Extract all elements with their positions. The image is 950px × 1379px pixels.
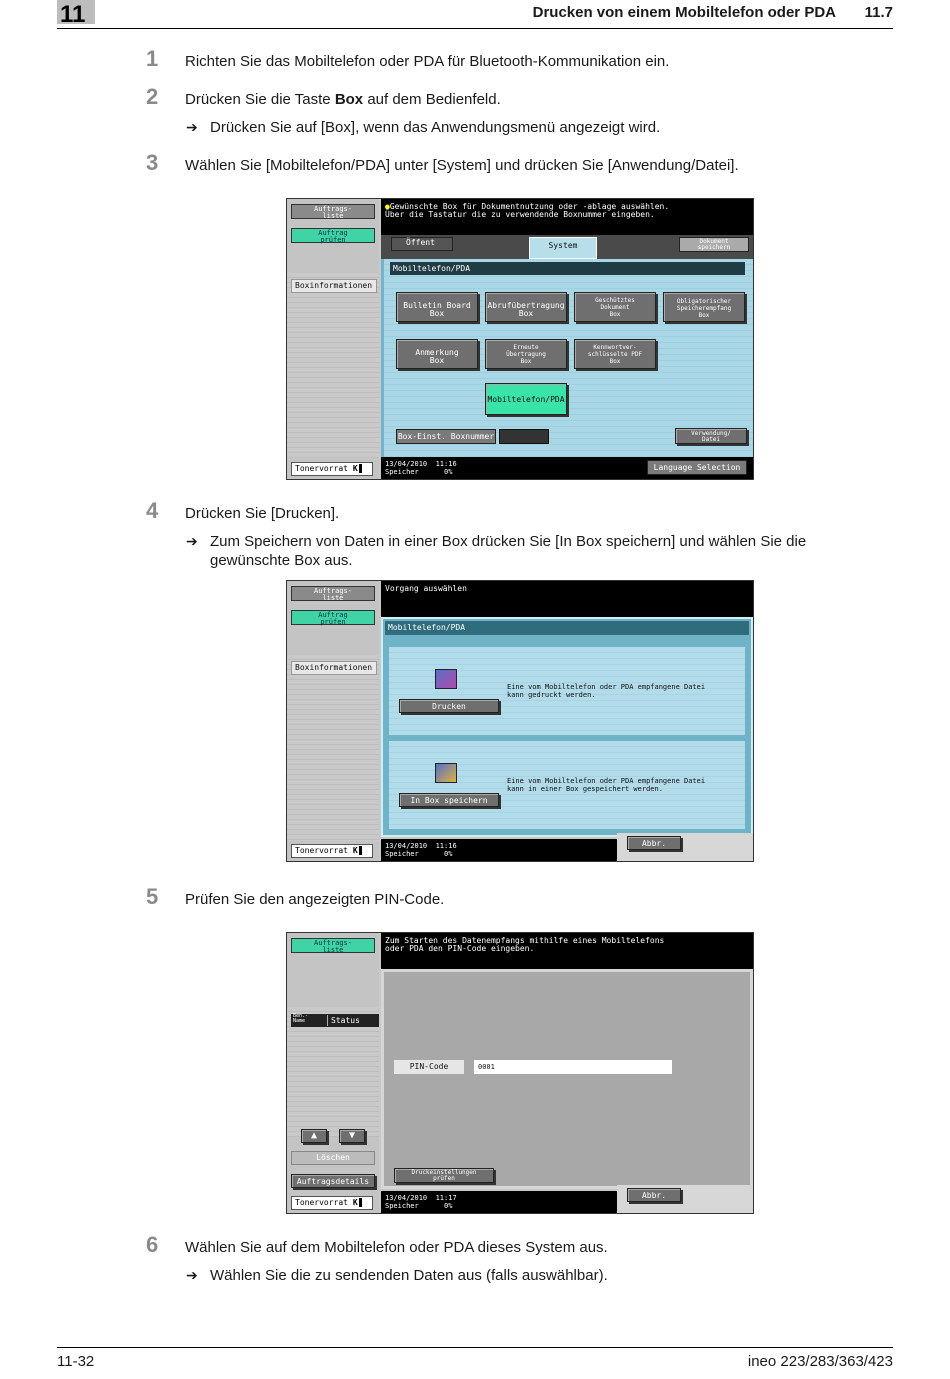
memory-percent: 0% [444,850,453,858]
box-info-tab[interactable]: Boxinformationen [291,661,377,675]
message-bar: Vorgang auswählen [381,581,753,617]
box-annotation[interactable]: Anmerkung Box [396,339,478,369]
sidebar [287,199,379,479]
operation-panel [381,617,753,837]
box-secure-document[interactable]: Geschütztes Dokument Box [574,292,656,322]
save-document-button[interactable]: Dokument speichern [679,237,749,252]
pin-code-label: PIN-Code [394,1060,464,1074]
box-settings-button[interactable]: Box-Einst. Boxnummer [396,429,496,444]
toner-status: Tonervorrat K [291,1196,373,1210]
chapter-number: 11 [60,1,86,28]
save-in-box-button[interactable]: In Box speichern [399,793,499,807]
delete-button[interactable]: Löschen [291,1151,375,1165]
cancel-button[interactable]: Abbr. [627,1188,681,1202]
header-rule [57,28,893,29]
step-4-text: Drücken Sie [Drucken]. [185,505,340,522]
scroll-up-button[interactable]: ▲ [301,1129,327,1143]
box-info-tab[interactable]: Boxinformationen [291,279,377,293]
toner-status: Tonervorrat K [291,844,373,858]
box-key-label: Box [334,91,364,108]
pin-panel [381,969,753,1189]
toner-icon: K [352,1198,358,1207]
cancel-area [617,833,753,861]
tab-system[interactable]: System [529,237,597,259]
step-5-number: 5 [146,884,159,909]
toner-icon: K [352,464,358,473]
box-memory-rx[interactable]: Obligatorischer Speicherempfang Box [663,292,745,322]
box-polling-tx[interactable]: Abrufübertragung Box [485,292,567,322]
time: 11:16 [435,460,457,468]
cancel-button[interactable]: Abbr. [627,836,681,850]
toner-icon: K [352,846,358,855]
message-bar: ●Gewünschte Box für Dokumentnutzung oder -ablage auswählen. Über die Tastatur die zu verwendende Boxnummer eingeben. [381,199,753,235]
screen-box-selection [286,198,754,480]
arrow-icon: ➔ [186,119,198,135]
memory-label: Speicher [385,850,419,858]
mobile-print-icon [435,669,457,689]
box-bulletin-board[interactable]: Bulletin Board Box [396,292,478,322]
check-job-button[interactable]: Auftrag prüfen [291,610,375,625]
check-print-settings-button[interactable]: Druckeinstellungen prüfen [394,1168,494,1183]
header-title: Drucken von einem Mobiltelefon oder PDA [532,4,836,21]
save-option [389,741,745,829]
box-panel [381,259,753,459]
header-section: 11.7 [864,4,893,21]
arrow-icon: ➔ [186,1267,198,1283]
memory-label: Speicher [385,1202,419,1210]
job-list-button[interactable]: Auftrags- liste [291,938,375,953]
box-number-field[interactable] [499,429,549,444]
page-number: 11-32 [57,1353,95,1370]
memory-label: Speicher [385,468,419,476]
column-name: Ben.- Name [293,1013,309,1024]
print-option [389,647,745,735]
tab-public[interactable]: Öffent [391,237,453,251]
use-file-button[interactable]: Verwendung/ Datei [675,428,747,444]
print-description: Eine vom Mobiltelefon oder PDA empfangene Datei kann gedruckt werden. [507,683,706,699]
panel-title: Mobiltelefon/PDA [385,621,749,635]
mobile-save-icon [435,763,457,783]
job-table-header [291,1014,379,1027]
check-job-button[interactable]: Auftrag prüfen [291,228,375,243]
job-details-button[interactable]: Auftragsdetails [291,1174,375,1188]
box-mobile-pda-selected[interactable]: Mobiltelefon/PDA [485,383,567,415]
step-6-number: 6 [146,1232,159,1257]
arrow-icon: ➔ [186,533,198,549]
step-5-text: Prüfen Sie den angezeigten PIN-Code. [185,891,445,908]
toner-status: Tonervorrat K [291,462,373,476]
date: 13/04/2010 [385,460,428,468]
screen-select-operation [286,580,754,862]
date: 13/04/2010 [385,1194,428,1202]
date: 13/04/2010 [385,842,428,850]
job-list-button[interactable]: Auftrags- liste [291,204,375,219]
sidebar [287,933,379,1213]
sidebar-stripes [287,273,379,459]
step-6-text: Wählen Sie auf dem Mobiltelefon oder PDA dieses System aus. [185,1239,608,1256]
cancel-area [617,1185,753,1213]
step-6-sub: Wählen Sie die zu sendenden Daten aus (falls auswählbar). [210,1267,608,1284]
print-button[interactable]: Drucken [399,699,499,713]
step-1-number: 1 [146,46,159,71]
screen-pin-code [286,932,754,1214]
step-4-sub: Zum Speichern von Daten in einer Box drücken Sie [In Box speichern] und wählen Sie die gewünschte Box aus. [210,533,807,569]
status-bar [381,457,753,479]
step-1-text: Richten Sie das Mobiltelefon oder PDA für Bluetooth-Kommunikation ein. [185,53,670,70]
sidebar-stripes [287,655,379,841]
scroll-down-button[interactable]: ▼ [339,1129,365,1143]
job-list-button[interactable]: Auftrags- liste [291,586,375,601]
memory-percent: 0% [444,1202,453,1210]
product-name: ineo 223/283/363/423 [747,1353,893,1370]
time: 11:17 [435,1194,457,1202]
box-encrypted-pdf[interactable]: Kennwortver- schlüsselte PDF Box [574,339,656,369]
bulb-icon: ● [385,202,390,211]
save-description: Eine vom Mobiltelefon oder PDA empfangene Datei kann in einer Box gespeichert werden. [507,777,706,793]
memory-percent: 0% [444,468,453,476]
panel-title: Mobiltelefon/PDA [390,262,745,275]
time: 11:16 [435,842,457,850]
tab-bar [381,235,753,259]
step-4-number: 4 [146,498,159,523]
sidebar [287,581,379,861]
step-2-number: 2 [146,84,159,109]
step-2-text: Drücken Sie die Taste Box auf dem Bedienfeld. [185,91,501,108]
language-selection-button[interactable]: Language Selection [647,460,747,475]
step-3-number: 3 [146,150,159,175]
step-2-sub: Drücken Sie auf [Box], wenn das Anwendungsmenü angezeigt wird. [210,119,661,136]
footer-rule [57,1347,893,1348]
pin-code-value: 0001 [474,1060,672,1074]
step-3-text: Wählen Sie [Mobiltelefon/PDA] unter [System] und drücken Sie [Anwendung/Datei]. [185,157,739,174]
column-status: Status [327,1015,379,1026]
message-bar: Zum Starten des Datenempfangs mithilfe eines Mobiltelefons oder PDA den PIN-Code eingeben. [381,933,753,969]
box-retransmission[interactable]: Erneute Übertragung Box [485,339,567,369]
